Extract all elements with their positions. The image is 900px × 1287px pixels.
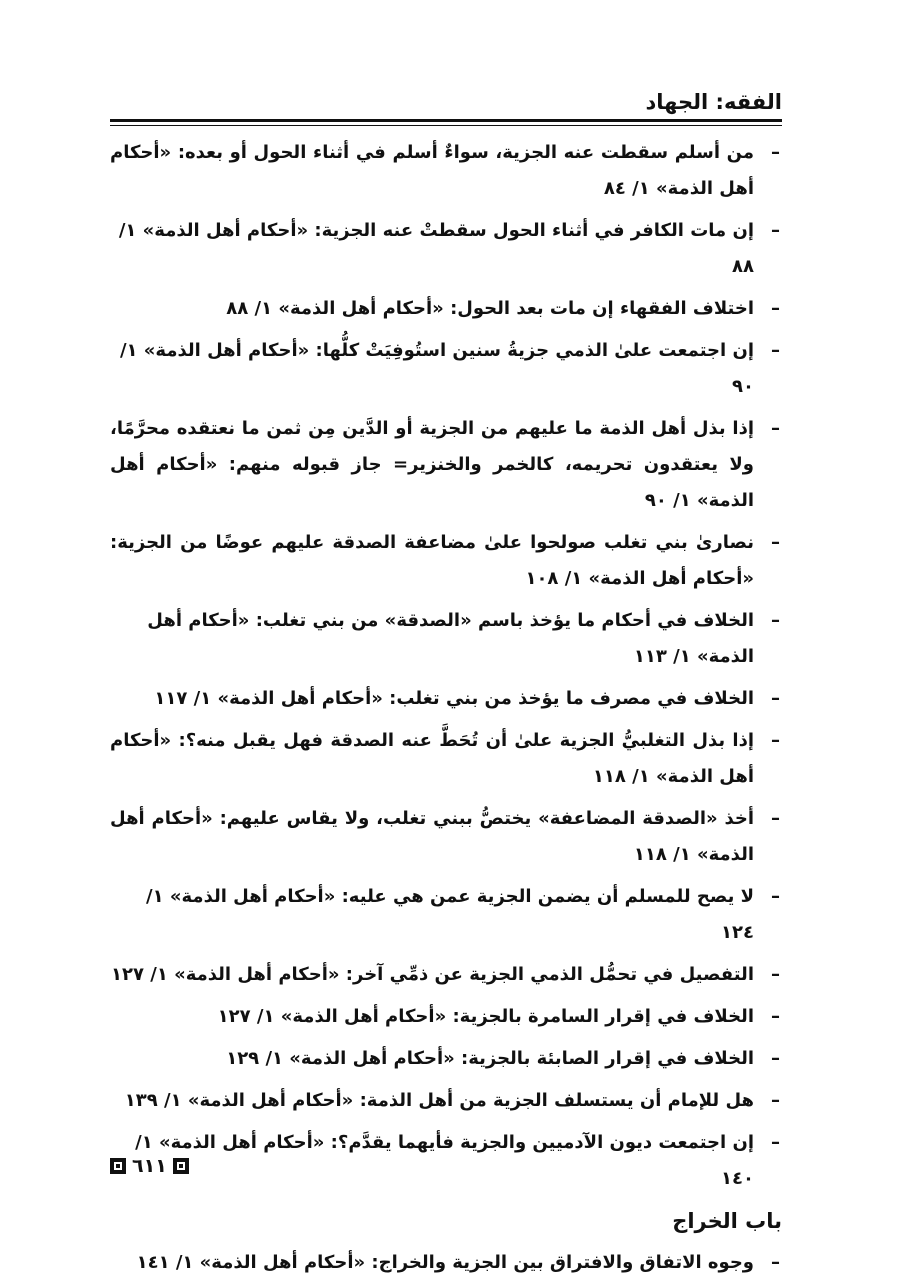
ornament-icon <box>173 1158 189 1174</box>
entry-text: اختلاف الفقهاء إن مات بعد الحول: «أحكام أهل الذمة» ١/ ٨٨ <box>226 298 754 319</box>
entry-dash: – <box>771 532 780 553</box>
entry-text: إذا بذل أهل الذمة ما عليهم من الجزية أو الدَّين مِن ثمن ما نعتقده محرَّمًا، ولا يعتقدون تحريمه، كالخمر والخنزير= جاز قبوله منهم: «أحكام أهل الذمة» ١/ ٩٠ <box>110 418 754 511</box>
entry-dash: – <box>771 1252 780 1273</box>
index-entry <box>110 1041 782 1077</box>
entry-dash: – <box>771 1132 780 1153</box>
index-entry <box>110 333 782 405</box>
index-entry <box>110 957 782 993</box>
index-entry <box>110 801 782 873</box>
entry-text: الخلاف في أحكام ما يؤخذ باسم «الصدقة» من بني تغلب: «أحكام أهل الذمة» ١/ ١١٣ <box>147 610 754 667</box>
entry-dash: – <box>771 1006 780 1027</box>
entry-text: إذا بذل التغلبيُّ الجزية علىٰ أن تُحَطَّ عنه الصدقة فهل يقبل منه؟: «أحكام أهل الذمة» ١/ ١١٨ <box>110 730 754 787</box>
entry-dash: – <box>771 418 780 439</box>
entry-text: أخذ «الصدقة المضاعفة» يختصُّ ببني تغلب، ولا يقاس عليهم: «أحكام أهل الذمة» ١/ ١١٨ <box>110 808 754 865</box>
entry-text: إن اجتمعت علىٰ الذمي جزيةُ سنين استُوفِيَتْ كلُّها: «أحكام أهل الذمة» ١/ ٩٠ <box>119 340 754 397</box>
page <box>110 0 782 1272</box>
entry-dash: – <box>771 964 780 985</box>
entry-text: الخلاف في إقرار الصابئة بالجزية: «أحكام أهل الذمة» ١/ ١٢٩ <box>226 1048 754 1069</box>
entry-text: لا يصح للمسلم أن يضمن الجزية عمن هي عليه: «أحكام أهل الذمة» ١/ ١٢٤ <box>146 886 754 943</box>
index-entry <box>110 213 782 285</box>
entry-text: من أسلم سقطت عنه الجزية، سواءٌ أسلم في أثناء الحول أو بعده: «أحكام أهل الذمة» ١/ ٨٤ <box>110 142 754 199</box>
entry-dash: – <box>771 1048 780 1069</box>
index-entry <box>110 525 782 597</box>
entry-dash: – <box>771 808 780 829</box>
entry-text: نصارىٰ بني تغلب صولحوا علىٰ مضاعفة الصدقة عليهم عوضًا من الجزية: «أحكام أهل الذمة» ١/ ١٠٨ <box>110 532 754 589</box>
entry-dash: – <box>771 886 780 907</box>
entry-dash: – <box>771 142 780 163</box>
index-entry <box>110 135 782 207</box>
index-entry <box>110 411 782 519</box>
page-number: ٦١١ <box>132 1155 167 1177</box>
section-heading: باب الخراج <box>672 1209 782 1233</box>
header-rule-thin <box>110 125 782 126</box>
entry-dash: – <box>771 298 780 319</box>
index-entry <box>110 999 782 1035</box>
index-entry <box>110 1245 782 1281</box>
index-entry <box>110 1125 782 1197</box>
index-content <box>110 135 782 1287</box>
entry-text: إن اجتمعت ديون الآدميين والجزية فأيهما يقدَّم؟: «أحكام أهل الذمة» ١/ ١٤٠ <box>135 1132 754 1189</box>
entry-dash: – <box>771 340 780 361</box>
header-rule-thick <box>110 119 782 122</box>
entry-text: هل للإمام أن يستسلف الجزية من أهل الذمة: «أحكام أهل الذمة» ١/ ١٣٩ <box>124 1090 754 1111</box>
index-entry <box>110 1083 782 1119</box>
entry-text: وجوه الاتفاق والافتراق بين الجزية والخراج: «أحكام أهل الذمة» ١/ ١٤١ <box>136 1252 754 1273</box>
index-entry <box>110 723 782 795</box>
entry-text: الخلاف في إقرار السامرة بالجزية: «أحكام أهل الذمة» ١/ ١٢٧ <box>217 1006 754 1027</box>
ornament-icon <box>110 1158 126 1174</box>
index-entry <box>110 879 782 951</box>
page-footer <box>110 1153 189 1179</box>
entry-dash: – <box>771 688 780 709</box>
index-entry <box>110 603 782 675</box>
entry-text: الخلاف في مصرف ما يؤخذ من بني تغلب: «أحكام أهل الذمة» ١/ ١١٧ <box>154 688 754 709</box>
running-header: الفقه: الجهاد <box>645 90 782 114</box>
entry-dash: – <box>771 730 780 751</box>
entry-dash: – <box>771 610 780 631</box>
index-entry <box>110 291 782 327</box>
entry-text: التفصيل في تحمُّل الذمي الجزية عن ذمِّي آخر: «أحكام أهل الذمة» ١/ ١٢٧ <box>111 964 754 985</box>
index-entry <box>110 681 782 717</box>
entry-text: إن مات الكافر في أثناء الحول سقطتْ عنه الجزية: «أحكام أهل الذمة» ١/ ٨٨ <box>118 220 754 277</box>
entry-dash: – <box>771 1090 780 1111</box>
entry-dash: – <box>771 220 780 241</box>
